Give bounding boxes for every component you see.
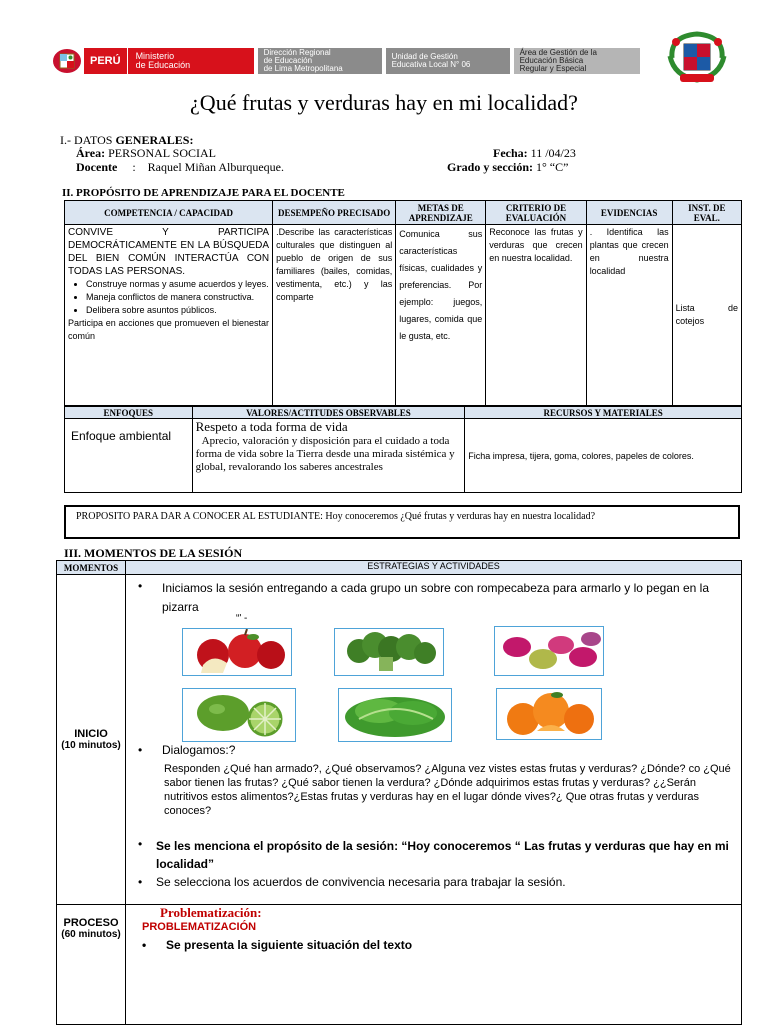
page-title: ¿Qué frutas y verduras hay en mi localidad? (190, 90, 578, 115)
col-desempeno: DESEMPEÑO PRECISADO (273, 201, 396, 225)
col-estrategias: ESTRATEGIAS Y ACTIVIDADES (126, 561, 742, 575)
oranges-image (496, 688, 602, 740)
lettuce-image (338, 688, 452, 742)
acuerdos-text: Se selecciona los acuerdos de convivencia necesaria para trabajar la sesión. (156, 875, 566, 889)
enfoque-cell: Enfoque ambiental (65, 419, 193, 493)
dialogamos-text: Dialogamos:? (162, 743, 236, 757)
menciona-text: Se les menciona el propósito de la sesión: “Hoy conoceremos “ Las frutas y verduras que hay en mi localidad” (156, 839, 729, 871)
area-gestion-label: Área de Gestión de la Educación Básica Regular y Especial (514, 48, 640, 74)
metas-cell: Comunica sus características físicas, cualidades y preferencias. Por ejemplo: juegos, lugares, comida que le gusta, etc. (396, 225, 486, 406)
recursos-cell: Ficha impresa, tijera, goma, colores, papeles de colores. (465, 419, 742, 493)
presenta-text: Se presenta la siguiente situación del texto (166, 938, 413, 952)
col-criterio: CRITERIO DE EVALUACIÓN (486, 201, 586, 225)
grado-line: Grado y sección: 1° “C” (447, 160, 569, 174)
fecha-line: Fecha: 11 /04/23 (493, 146, 576, 160)
limes-image (182, 688, 296, 742)
desempeno-cell: .Describe las características culturales que distinguen al pueblo de origen de sus familiares (bailes, comidas, vestimenta, etc.) y las comparte (273, 225, 396, 406)
proposito-heading: II. PROPÓSITO DE APRENDIZAJE PARA EL DOCENTE (62, 187, 345, 199)
col-valores: VALORES/ACTITUDES OBSERVABLES (192, 407, 465, 419)
problematizacion-title: Problematización: (160, 905, 262, 920)
area-line: Área: PERSONAL SOCIAL (76, 146, 217, 160)
valores-cell: Respeto a toda forma de vida Aprecio, valoración y disposición para el cuidado a toda forma de vida sobre la Tierra desde una mirada sistémica y global, revalorando los saberes ancestrales (192, 419, 465, 493)
proposito-table (64, 200, 742, 406)
momentos-heading: III. MOMENTOS DE LA SESIÓN (64, 546, 243, 560)
prickly-pears-image (494, 626, 604, 676)
col-competencia: COMPETENCIA / CAPACIDAD (65, 201, 273, 225)
ministerio-label: Ministerio de Educación (127, 48, 254, 74)
datos-generales-heading: I.- DATOS GENERALES: (60, 133, 194, 147)
inicio-activities: • Iniciamos la sesión entregando a cada grupo un sobre con rompecabeza para armarlo y lo pegan en la pizarra “' - • Dialogamos:? Responden ¿Qué han armado?, ¿Qué observamos? ¿Alguna vez vistes estas frutas y verduras? ¿Dónde? co ¿Qué sabor tienen las frutas? ¿Qué sabor tienen la verdura? ¿Dónde adquirimos estas frutas y verduras? ¿¿Serán nutritivos estos alimentos?¿Estas frutas y verduras hay en el lugar dónde vives?¿ Que otras frutas y verduras conoces? • Se les menciona el propósito de la sesión: “Hoy conoceremos “ Las frutas y verduras que hay en mi localidad” • Se selecciona los acuerdos de convivencia necesaria para trabajar la sesión. (126, 575, 742, 905)
peru-shield-icon (50, 46, 84, 76)
school-emblem-icon (664, 28, 730, 93)
bullet-rompecabeza: Iniciamos la sesión entregando a cada grupo un sobre con rompecabeza para armarlo y lo pegan en la pizarra (162, 581, 710, 614)
bullet-tail: “' - (236, 613, 248, 624)
inst-cell: Lista de cotejos (672, 225, 741, 406)
responden-text: Responden ¿Qué han armado?, ¿Qué observamos? ¿Alguna vez vistes estas frutas y verduras? ¿Dónde? co ¿Qué sabor tienen las frutas? ¿Qué sabor tienen la verdura? ¿Dónde adquirimos estas frutas y verduras? ¿¿Serán nutritivos estos alimentos?¿Estas frutas y verduras hay en el lugar dónde vives?¿ Que otras frutas y verduras conoces? (164, 763, 731, 817)
problematizacion-caps: PROBLEMATIZACIÓN (142, 921, 257, 933)
col-recursos: RECURSOS Y MATERIALES (465, 407, 742, 419)
docente-line: Docente : Raquel Miñan Alburqueque. (76, 160, 284, 174)
header-banner (50, 44, 640, 78)
col-evidencias: EVIDENCIAS (586, 201, 672, 225)
col-metas: METAS DE APRENDIZAJE (396, 201, 486, 225)
col-momentos: MOMENTOS (57, 561, 126, 575)
ugel-label: Unidad de Gestión Educativa Local N° 06 (386, 48, 510, 74)
competencia-cell: CONVIVE Y PARTICIPA DEMOCRÁTICAMENTE EN LA BÚSQUEDA DEL BIEN COMÚN INTERACTÚA CON TODAS LAS PERSONAS. • Construye normas y asume acuerdos y leyes. • Maneja conflictos de manera constructiva. • Delibera sobre asuntos públicos. Participa en acciones que promueven el bienestar común (65, 225, 273, 406)
proceso-cell: PROCESO (60 minutos) (57, 905, 126, 1025)
apples-image (182, 628, 292, 676)
inicio-cell: INICIO (10 minutos) (57, 575, 126, 905)
enfoques-table (64, 406, 742, 493)
dre-label: Dirección Regional de Educación de Lima Metropolitana (258, 48, 382, 74)
peru-label: PERÚ (84, 48, 127, 74)
proposito-estudiante-box: PROPOSITO PARA DAR A CONOCER AL ESTUDIANTE: Hoy conoceremos ¿Qué frutas y verduras hay en nuestra localidad? (64, 505, 740, 539)
broccoli-image (334, 628, 444, 676)
criterio-cell: Reconoce las frutas y verduras que crecen en nuestra localidad. (486, 225, 586, 406)
col-inst: INST. DE EVAL. (672, 201, 741, 225)
evidencias-cell: . Identifica las plantas que crecen en nuestra localidad (586, 225, 672, 406)
col-enfoques: ENFOQUES (65, 407, 193, 419)
proceso-activities: Problematización: PROBLEMATIZACIÓN • Se presenta la siguiente situación del texto (126, 905, 742, 1025)
